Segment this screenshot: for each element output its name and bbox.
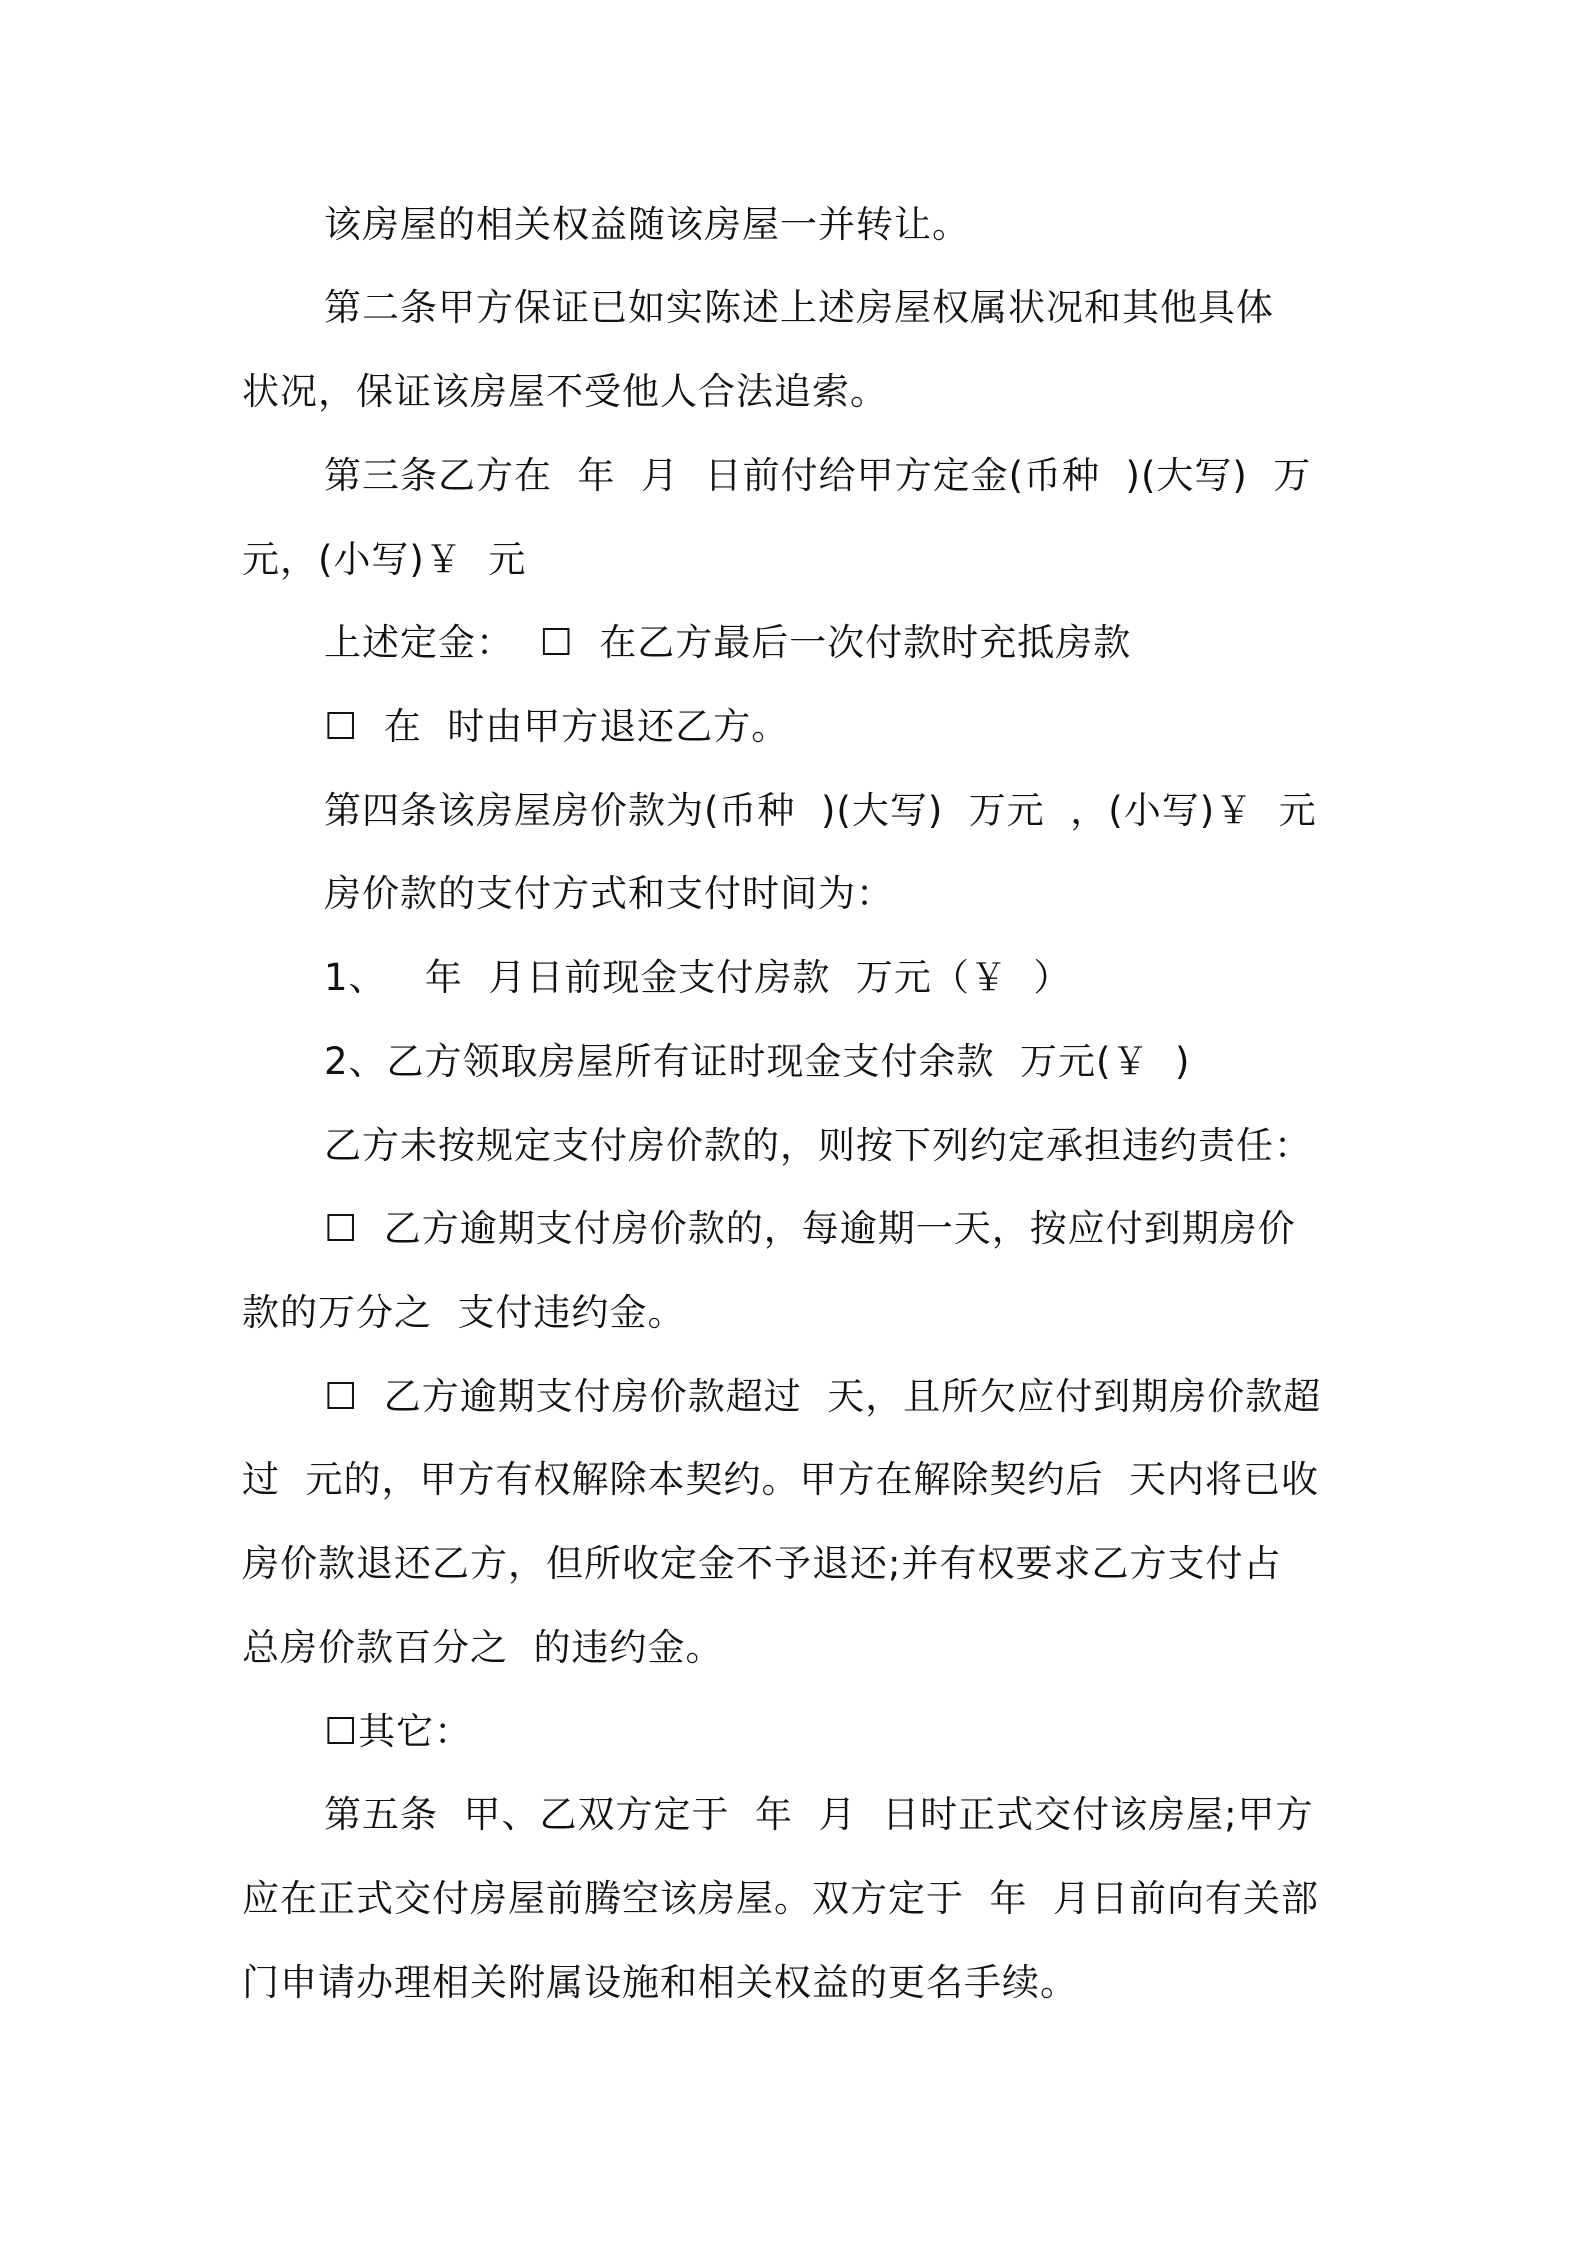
paragraph-line: 款的万分之 支付违约金。	[242, 1291, 686, 1334]
paragraph-line: 房价款退还乙方，但所收定金不予退还;并有权要求乙方支付占	[242, 1542, 1282, 1585]
paragraph-line: ☐ 乙方逾期支付房价款的，每逾期一天，按应付到期房价	[324, 1207, 1296, 1250]
paragraph-line: 房价款的支付方式和支付时间为：	[324, 872, 894, 915]
paragraph-line: ☐ 乙方逾期支付房价款超过 天，且所欠应付到期房价款超	[324, 1375, 1322, 1418]
paragraph-line: 上述定金： ☐ 在乙方最后一次付款时充抵房款	[324, 621, 1132, 664]
paragraph-line: ☐其它：	[324, 1710, 473, 1753]
paragraph-line: 应在正式交付房屋前腾空该房屋。双方定于 年 月日前向有关部	[242, 1877, 1320, 1920]
paragraph-line: ☐ 在 时由甲方退还乙方。	[324, 705, 790, 748]
paragraph-line: 1、 年 月日前现金支付房款 万元（￥ ）	[324, 956, 1072, 999]
paragraph-line: 第二条甲方保证已如实陈述上述房屋权属状况和其他具体	[324, 286, 1274, 329]
paragraph-line: 第三条乙方在 年 月 日前付给甲方定金(币种 )(大写) 万	[324, 454, 1312, 497]
paragraph-line: 门申请办理相关附属设施和相关权益的更名手续。	[242, 1961, 1078, 2004]
paragraph-line: 过 元的，甲方有权解除本契约。甲方在解除契约后 天内将已收	[242, 1458, 1320, 1501]
paragraph-line: 元，(小写)￥ 元	[242, 538, 527, 581]
paragraph-line: 总房价款百分之 的违约金。	[242, 1626, 724, 1669]
paragraph-line: 状况，保证该房屋不受他人合法追索。	[242, 370, 888, 413]
paragraph-line: 乙方未按规定支付房价款的，则按下列约定承担违约责任：	[324, 1124, 1312, 1167]
paragraph-line: 第五条 甲、乙双方定于 年 月 日时正式交付该房屋;甲方	[324, 1793, 1314, 1836]
paragraph-line: 第四条该房屋房价款为(币种 )(大写) 万元 ，(小写)￥ 元	[324, 789, 1317, 832]
paragraph-line: 2、乙方领取房屋所有证时现金支付余款 万元(￥ )	[324, 1040, 1191, 1083]
paragraph-line: 该房屋的相关权益随该房屋一并转让。	[324, 203, 970, 246]
